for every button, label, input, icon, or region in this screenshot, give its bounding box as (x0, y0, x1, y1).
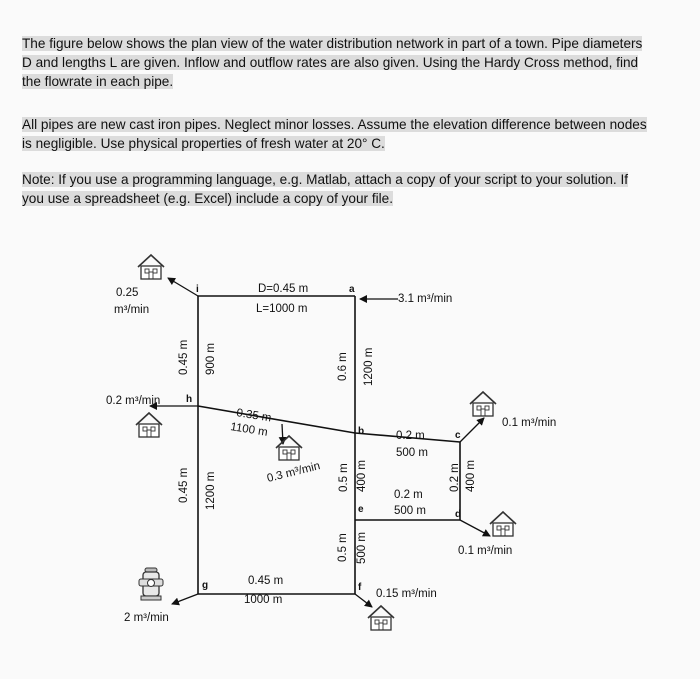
node-h: h (186, 394, 193, 405)
pipe-cd-length: 400 m (465, 460, 477, 492)
pipe-bc-length: 500 m (396, 447, 428, 459)
house-icon (138, 255, 164, 279)
pipe-ef-diameter: 0.5 m (337, 533, 349, 562)
pipe-bc-diameter: 0.2 m (396, 430, 425, 442)
node-f: f (358, 582, 362, 593)
pipe-ia-diameter: D=0.45 m (258, 283, 309, 295)
outflow-arrow-i (168, 278, 198, 296)
node-c: c (455, 430, 461, 441)
inflow-a-label: 3.1 m³/min (398, 293, 453, 305)
node-b: b (358, 426, 365, 437)
house-icon (490, 512, 516, 536)
pipe-gf-diameter: 0.45 m (248, 575, 284, 587)
outflow-arrow-c (460, 418, 484, 442)
outflow-d-label: 0.1 m³/min (458, 545, 513, 557)
pipes (198, 296, 460, 594)
house-icon (276, 436, 302, 460)
outflow-i-label: 0.25 (116, 287, 139, 299)
house-icon (470, 392, 496, 416)
outflow-h-label: 0.2 m³/min (106, 395, 161, 407)
pipe-ef-length: 500 m (356, 532, 368, 564)
house-icon (368, 606, 394, 630)
pipe-hg-diameter: 0.45 m (178, 467, 190, 503)
pipe-ab-length: 1200 m (363, 347, 375, 386)
node-d: d (455, 509, 462, 520)
pipe-ih-diameter: 0.45 m (178, 339, 190, 375)
pipe-labels (178, 283, 477, 606)
outflow-i-label-unit: m³/min (114, 304, 150, 316)
pipe-cd-diameter: 0.2 m (449, 463, 461, 492)
node-g: g (202, 580, 209, 591)
pipe-be-length: 400 m (356, 460, 368, 492)
node-i: i (196, 284, 199, 295)
submission-note: Note: If you use a programming language, e.g. Matlab, attach a copy of your script to your solution. If you use a spreadsheet (e.g. Excel) include a copy of your file. (22, 172, 629, 206)
node-a: a (349, 284, 355, 295)
pipe-be-diameter: 0.5 m (338, 463, 350, 492)
problem-statement: The figure below shows the plan view of the water distribution network in part of a town. Pipe diameters D and lengths L are given. Inflow and outflow rates are also given. Using the Hardy Cross method, find the flowrate in each pipe. (22, 36, 643, 89)
outflow-c-label: 0.1 m³/min (502, 417, 557, 429)
pipe-gf-length: 1000 m (244, 594, 283, 606)
outflow-g-label: 2 m³/min (124, 612, 169, 624)
pipe-ed-length: 500 m (394, 505, 426, 517)
outflow-f-label: 0.15 m³/min (376, 588, 437, 600)
pipe-ih-length: 900 m (205, 343, 217, 375)
pipe-ab-diameter: 0.6 m (337, 352, 349, 381)
pipe-hb-diameter: 0.35 m (235, 407, 273, 425)
pipe-hg-length: 1200 m (205, 471, 217, 510)
outflow-arrow-f (355, 594, 372, 607)
flow-arrows (150, 278, 490, 607)
fire-hydrant-icon (139, 568, 163, 600)
node-e: e (358, 504, 364, 515)
pipe-hb-length: 1100 m (229, 421, 269, 439)
pipe-hb (198, 406, 355, 433)
assumptions-note: All pipes are new cast iron pipes. Neglect minor losses. Assume the elevation difference between nodes is negligible. Use physical properties of fresh water at 20° C. (22, 117, 647, 151)
outflow-arrow-d (460, 520, 490, 536)
flow-labels (106, 287, 556, 624)
outflow-bh-label: 0.3 m³/min (265, 460, 322, 485)
house-icon (136, 413, 162, 437)
outflow-arrow-g (172, 594, 198, 604)
pipe-ed-diameter: 0.2 m (394, 489, 423, 501)
pipe-ia-length: L=1000 m (256, 303, 308, 315)
